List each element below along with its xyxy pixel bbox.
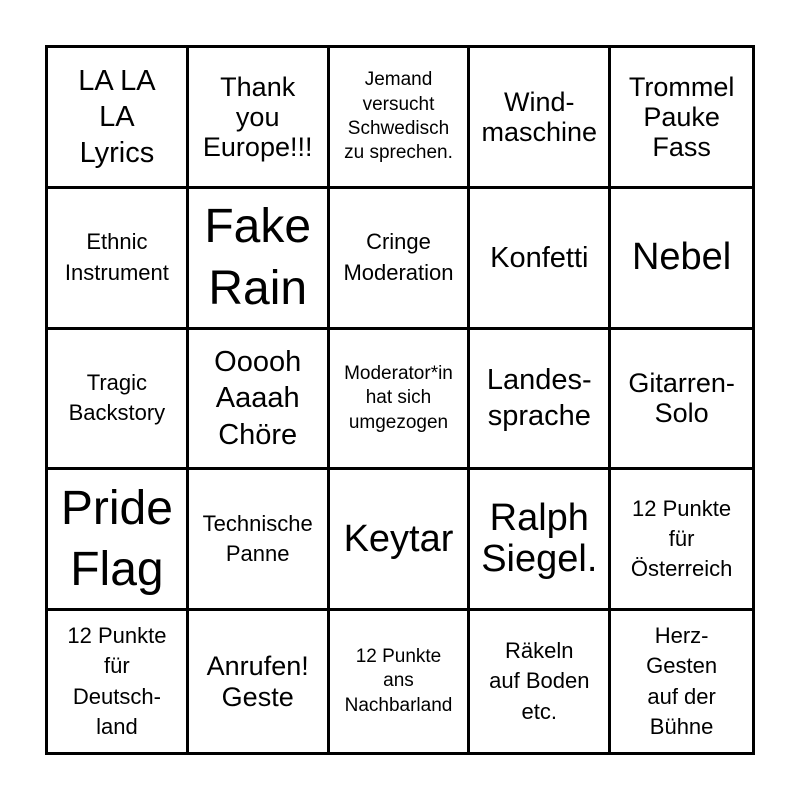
cell-label: Keytar: [343, 517, 454, 560]
cell-label: Anrufen! Geste: [206, 651, 309, 712]
bingo-cell-r2c1[interactable]: [48, 189, 189, 330]
cell-label: 12 Punkte ans Nachbarland: [344, 646, 453, 716]
cell-label: Fake Rain: [204, 200, 312, 315]
bingo-cell-r3c2[interactable]: [189, 330, 330, 471]
bingo-cell-r3c3[interactable]: [330, 330, 471, 471]
cell-label: 12 Punkte für Österreich: [630, 495, 733, 582]
bingo-cell-r3c4[interactable]: [470, 330, 611, 471]
bingo-cell-r2c4[interactable]: [470, 189, 611, 330]
cell-label: Moderator*in hat sich umgezogen: [344, 363, 453, 433]
cell-label: Nebel: [631, 236, 732, 279]
cell-label: LA LA LA Lyrics: [78, 64, 156, 170]
cell-label: Pride Flag: [60, 481, 173, 597]
bingo-cell-r1c1[interactable]: [48, 48, 189, 189]
cell-label: Thank you Europe!!!: [202, 71, 313, 163]
bingo-cell-r3c1[interactable]: [48, 330, 189, 471]
bingo-cell-r2c2[interactable]: [189, 189, 330, 330]
bingo-cell-r4c4[interactable]: [470, 470, 611, 611]
cell-label: Trommel Pauke Fass: [628, 71, 735, 163]
bingo-cell-r5c2[interactable]: [189, 611, 330, 752]
cell-label: Tragic Backstory: [68, 370, 166, 426]
cell-label: Ooooh Aaaah Chöre: [214, 346, 302, 451]
cell-label: Ethnic Instrument: [64, 229, 169, 285]
bingo-cell-r1c3[interactable]: [330, 48, 471, 189]
bingo-cell-r5c5[interactable]: [611, 611, 752, 752]
cell-label: Herz- Gesten auf der Bühne: [646, 622, 718, 739]
bingo-cell-r1c5[interactable]: [611, 48, 752, 189]
cell-label: Gitarren- Solo: [628, 368, 735, 429]
bingo-cell-r4c2[interactable]: [189, 470, 330, 611]
cell-label: Wind- maschine: [481, 86, 598, 147]
bingo-cell-r2c3[interactable]: [330, 189, 471, 330]
cell-label: Räkeln auf Boden etc.: [489, 638, 590, 724]
bingo-cell-r2c5[interactable]: [611, 189, 752, 330]
bingo-cell-r5c3[interactable]: [330, 611, 471, 752]
bingo-cell-r5c1[interactable]: [48, 611, 189, 752]
bingo-board: [45, 45, 755, 755]
cell-label: Konfetti: [490, 241, 589, 274]
bingo-cell-r3c5[interactable]: [611, 330, 752, 471]
bingo-cell-r4c5[interactable]: [611, 470, 752, 611]
bingo-cell-r5c4[interactable]: [470, 611, 611, 752]
cell-label: 12 Punkte für Deutsch- land: [67, 622, 167, 739]
cell-label: Technische Panne: [202, 510, 313, 567]
bingo-cell-r1c4[interactable]: [470, 48, 611, 189]
cell-label: Jemand versucht Schwedisch zu sprechen.: [344, 69, 453, 164]
cell-label: Ralph Siegel.: [481, 497, 598, 581]
cell-label: Landes- sprache: [486, 364, 592, 433]
bingo-cell-r4c3[interactable]: [330, 470, 471, 611]
bingo-cell-r4c1[interactable]: [48, 470, 189, 611]
bingo-cell-r1c2[interactable]: [189, 48, 330, 189]
cell-label: Cringe Moderation: [343, 229, 454, 285]
